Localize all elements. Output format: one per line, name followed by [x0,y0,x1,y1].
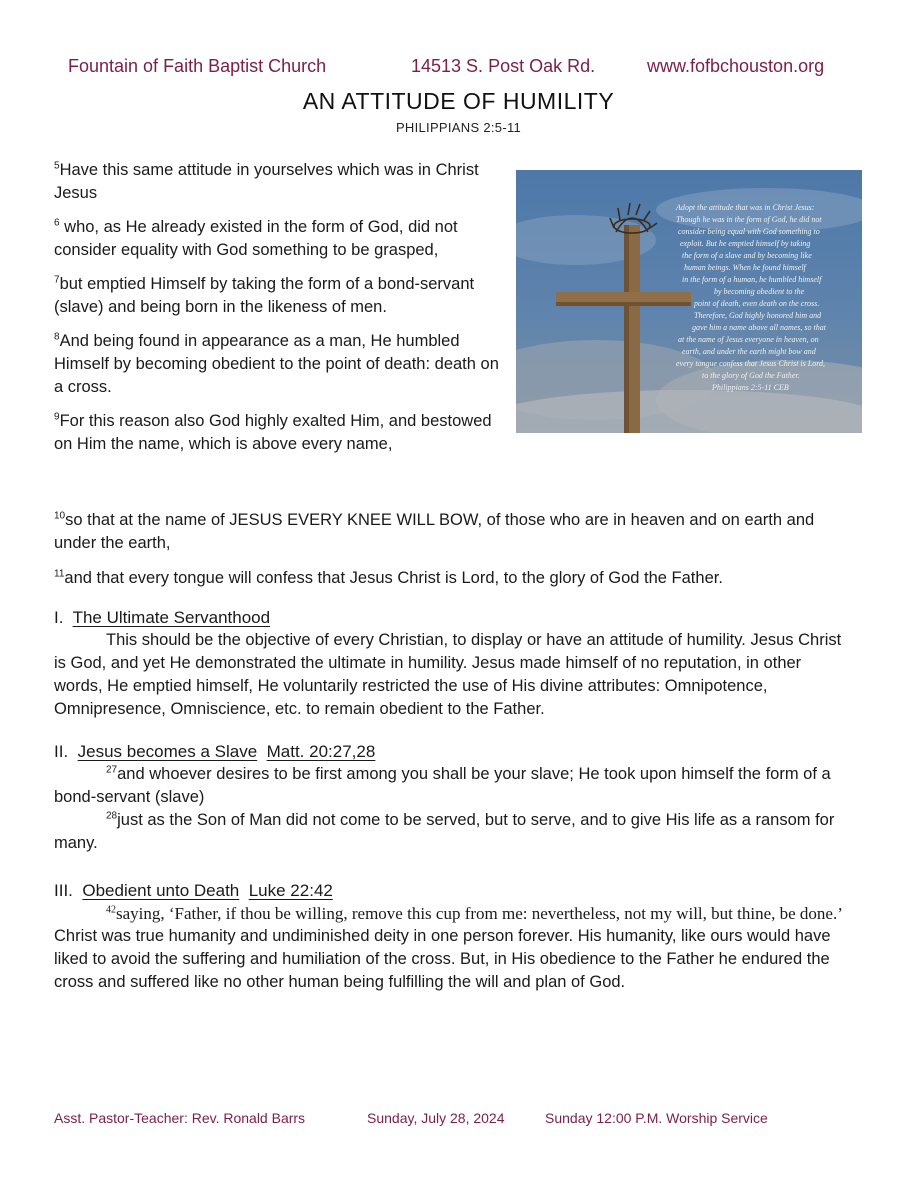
verse-number: 5 [54,160,60,172]
verse-text: and that every tongue will confess that Jesus Christ is Lord, to the glory of God the Father. [64,569,723,587]
section-2-heading [54,740,854,763]
verse-11 [54,567,854,590]
verse-27 [54,763,854,809]
section-3-heading [54,879,854,902]
verse-9 [54,410,506,456]
verse-8 [54,330,506,399]
overlay-line: at the name of Jesus everyone in heaven, on [678,335,819,344]
verse-text: Have this same attitude in yourselves which was in Christ Jesus [54,161,479,202]
footer-date: Sunday, July 28, 2024 [367,1110,505,1126]
church-name: Fountain of Faith Baptist Church [68,56,327,76]
overlay-line: the form of a slave and by becoming like [682,251,812,260]
overlay-line: Therefore, God highly honored him and [694,311,822,320]
section-1 [54,606,854,721]
verse-text: For this reason also God highly exalted Him, and bestowed on Him the name, which is above every name, [54,412,492,453]
section-title: Obedient unto Death [82,881,240,900]
section-title: Jesus becomes a Slave [77,742,258,761]
verse-28 [54,809,854,855]
overlay-line: human beings. When he found himself [684,263,806,272]
church-website: www.fofbchouston.org [647,56,825,76]
verse-6 [54,216,506,262]
verse-number: 11 [54,568,65,580]
overlay-line: consider being equal with God something to [678,227,820,236]
section-numeral: I. [54,608,64,627]
footer-pastor: Asst. Pastor-Teacher: Rev. Ronald Barrs [54,1110,306,1126]
footer-service: Sunday 12:00 P.M. Worship Service [545,1110,768,1126]
verse-number: 42 [106,904,116,916]
overlay-line: every tongue confess that Jesus Christ is Lord, [676,359,826,368]
cross-with-crown-of-thorns-icon [516,170,862,433]
cross-image [516,170,862,433]
section-1-heading [54,606,854,629]
verse-text: And being found in appearance as a man, He humbled Himself by becoming obedient to the point of death: death on a cross. [54,332,499,396]
verse-text: who, as He already existed in the form of God, did not consider equality with God something to be grasped, [54,218,458,259]
verse-number: 10 [54,510,66,522]
footer-bar [54,1110,854,1130]
section-title: The Ultimate Servanthood [72,608,271,627]
verse-number: 27 [106,764,118,776]
page-title: AN ATTITUDE OF HUMILITY [302,88,615,114]
page-subtitle: PHILIPPIANS 2:5-11 [395,120,522,135]
section-reference: Luke 22:42 [248,881,333,900]
verse-text: just as the Son of Man did not come to be served, but to serve, and to give His life as a ransom for many. [54,811,835,852]
verse-number: 6 [54,217,60,229]
verse-10 [54,509,854,555]
section-numeral: III. [54,881,73,900]
section-3-body: Christ was true humanity and undiminished deity in one person forever. His humanity, like ours would have liked to avoid the suffering and humiliation of the cross. But, in His obedience to the Father he endured the cross and suffered like no other human being fulfilling the will and plan of God. [54,927,831,991]
verse-text: but emptied Himself by taking the form of a bond-servant (slave) and being born in the likeness of men. [54,275,475,316]
overlay-line: earth, and under the earth might bow and [682,347,816,356]
verse-7 [54,273,506,319]
overlay-line: by becoming obedient to the [714,287,805,296]
overlay-line: Adopt the attitude that was in Christ Jesus: [676,203,815,212]
church-address: 14513 S. Post Oak Rd. [411,56,596,76]
overlay-line: in the form of a human, he humbled himself [682,275,822,284]
overlay-line: to the glory of God the Father. [702,371,800,380]
verse-number: 28 [106,810,118,822]
verse-number: 7 [54,274,60,286]
section-3 [54,879,854,994]
verse-number: 9 [54,411,60,423]
verse-number: 8 [54,331,60,343]
overlay-line: gave him a name above all names, so that [692,323,826,332]
header-bar [68,56,858,80]
verse-text: saying, ‘Father, if thou be willing, remove this cup from me: nevertheless, not my will, but thine, be done.’ [116,904,843,923]
overlay-line: point of death, even death on the cross. [694,299,820,308]
verse-42 [54,902,854,925]
verse-text: so that at the name of JESUS EVERY KNEE WILL BOW, of those who are in heaven and on earth and under the earth, [54,511,815,552]
overlay-line: Philippians 2:5-11 CEB [712,383,789,392]
overlay-line: Though he was in the form of God, he did not [676,215,822,224]
verse-text: and whoever desires to be first among you shall be your slave; He took upon himself the form of a bond-servant (slave) [54,765,831,806]
section-numeral: II. [54,742,69,761]
section-2 [54,740,854,855]
overlay-line: exploit. But he emptied himself by taking [680,239,811,248]
section-reference: Matt. 20:27,28 [266,742,376,761]
verse-column [54,159,506,467]
section-1-body: This should be the objective of every Christian, to display or have an attitude of humility. Jesus Christ is God, and yet He demonstrated the ultimate in humility. Jesus made himself of no reputation, in other words, He emptied himself, He voluntarily restricted the use of His divine attributes: Omnipotence, Omnipresence, Omniscience, etc. to remain obedient to the Father. [54,631,842,718]
verse-5 [54,159,506,205]
